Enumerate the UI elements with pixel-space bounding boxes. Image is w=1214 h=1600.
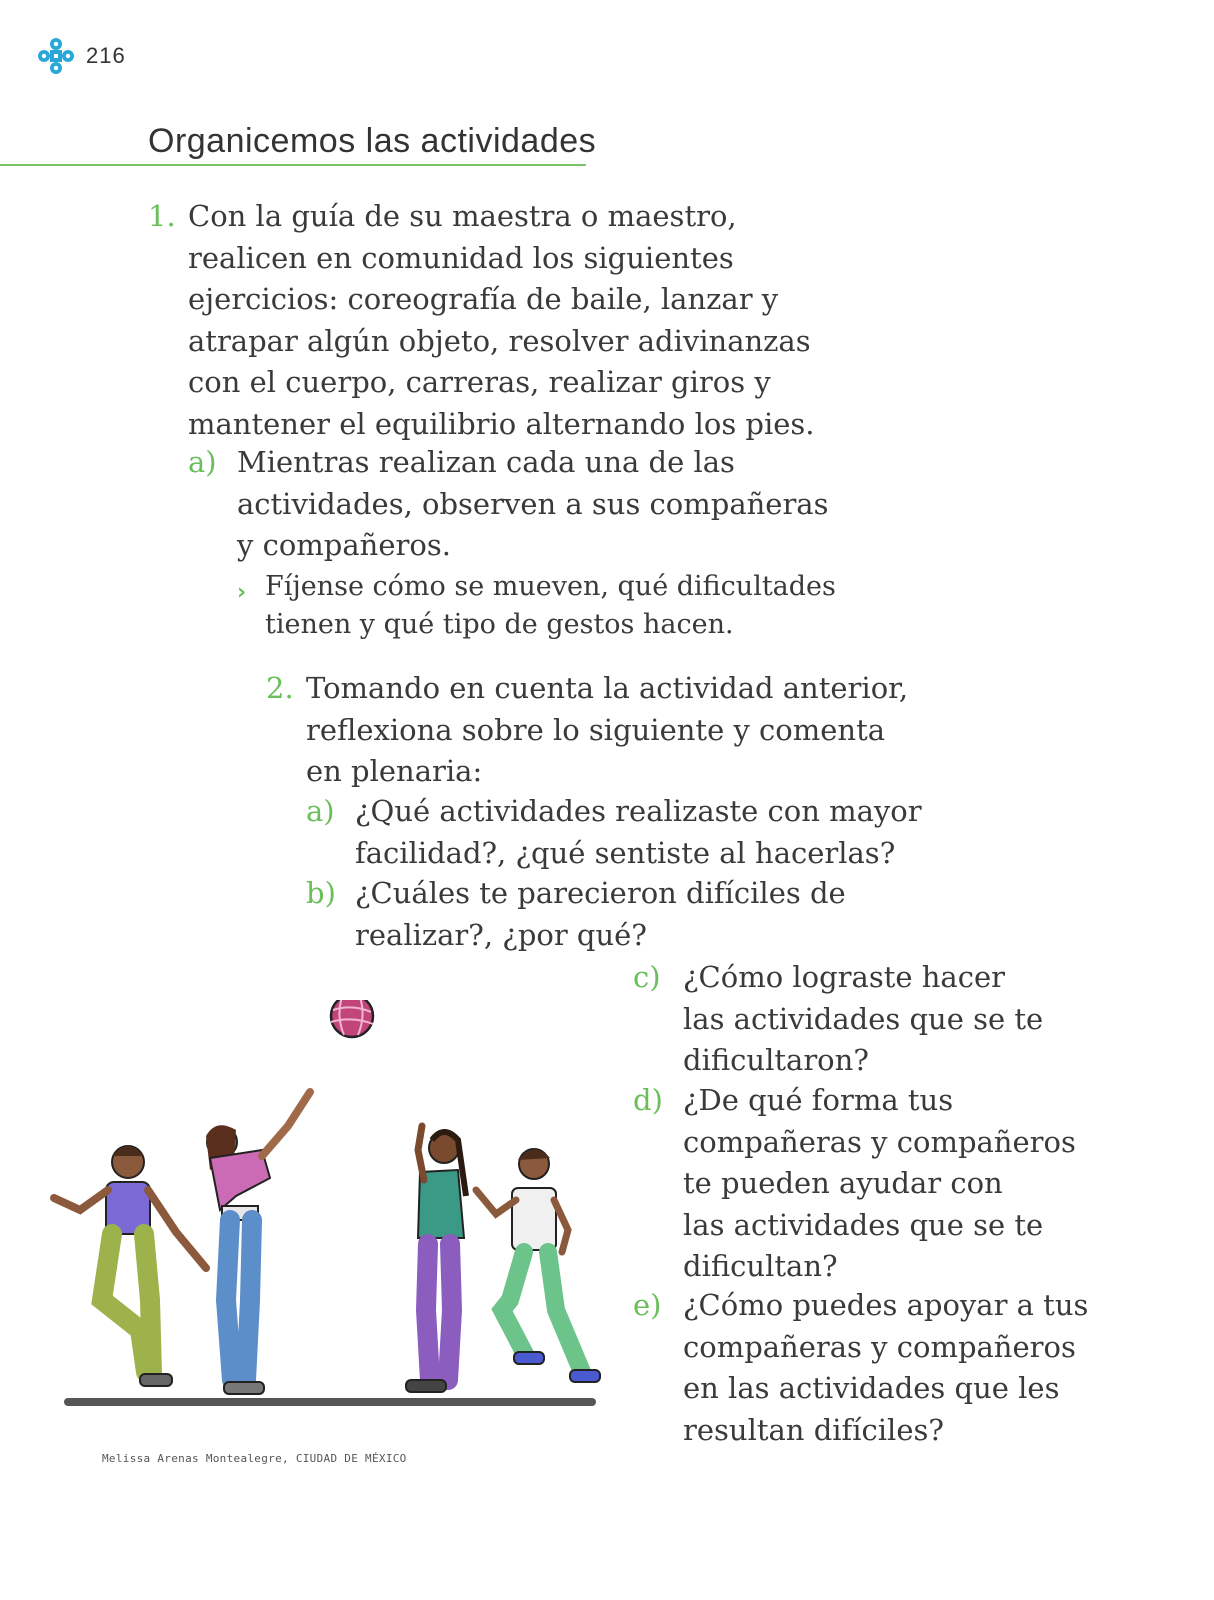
page-header <box>38 38 126 74</box>
subitem-line: Mientras realizan cada una de las <box>237 445 735 479</box>
question-label: b) <box>306 876 336 910</box>
child-figure-3 <box>406 1126 466 1392</box>
question-label: a) <box>306 794 335 828</box>
ball-icon <box>331 1000 373 1037</box>
question-line: compañeras y compañeros <box>683 1329 1076 1364</box>
activity-1-line: mantener el equilibrio alternando los pies. <box>188 406 815 441</box>
question-line: resultan difíciles? <box>683 1412 944 1447</box>
subitem-line: actividades, observen a sus compañeras <box>237 486 829 521</box>
question-line: facilidad?, ¿qué sentiste al hacerlas? <box>355 835 896 870</box>
question-label: c) <box>633 960 661 994</box>
illustration-credit: Melissa Arenas Montealegre, CIUDAD DE MÉXICO <box>102 1452 407 1465</box>
question-line: compañeras y compañeros <box>683 1124 1076 1159</box>
question-line: las actividades que se te <box>683 1207 1044 1242</box>
activity-2-line: Tomando en cuenta la actividad anterior, <box>306 671 909 705</box>
child-figure-4 <box>476 1149 600 1382</box>
question-line: las actividades que se te <box>683 1001 1044 1036</box>
question-label: e) <box>633 1288 662 1322</box>
subitem-line: y compañeros. <box>237 528 451 562</box>
question-line: ¿Qué actividades realizaste con mayor <box>355 794 922 828</box>
child-figure-1 <box>54 1146 206 1386</box>
question-line: ¿Cómo lograste hacer <box>683 960 1005 994</box>
question-line: ¿Cómo puedes apoyar a tus <box>683 1288 1089 1322</box>
question-line: realizar?, ¿por qué? <box>355 917 647 952</box>
children-playing-illustration <box>40 1000 620 1420</box>
question-line: dificultaron? <box>683 1043 869 1077</box>
ground-line <box>64 1398 596 1406</box>
question-line: ¿De qué forma tus <box>683 1083 954 1117</box>
child-figure-2 <box>206 1092 310 1394</box>
bullet-line: tienen y qué tipo de gestos hacen. <box>265 609 734 640</box>
activity-1-line: ejercicios: coreografía de baile, lanzar y <box>188 282 779 316</box>
question-line: dificultan? <box>683 1249 838 1283</box>
question-line: ¿Cuáles te parecieron difíciles de <box>355 876 846 910</box>
chevron-right-icon: › <box>237 580 247 605</box>
subitem-label: a) <box>188 445 217 479</box>
question-line: te pueden ayudar con <box>683 1166 1003 1200</box>
page-number: 216 <box>86 43 126 68</box>
activity-1-line: realicen en comunidad los siguientes <box>188 240 734 275</box>
bullet-line: Fíjense cómo se mueven, qué dificultades <box>265 571 836 602</box>
activity-2-number: 2. <box>266 671 294 705</box>
activity-1-line: con el cuerpo, carreras, realizar giros y <box>188 365 771 399</box>
activity-2-line: reflexiona sobre lo siguiente y comenta <box>306 712 886 747</box>
sep-logo-icon <box>38 38 74 74</box>
heading-underline <box>0 164 586 166</box>
activity-2-line: en plenaria: <box>306 754 483 788</box>
activity-1-line: atrapar algún objeto, resolver adivinanzas <box>188 323 811 358</box>
activity-1-number: 1. <box>148 199 176 233</box>
section-heading: Organicemos las actividades <box>148 122 597 160</box>
question-line: en las actividades que les <box>683 1371 1060 1405</box>
activity-1-line: Con la guía de su maestra o maestro, <box>188 199 737 233</box>
question-label: d) <box>633 1083 663 1117</box>
